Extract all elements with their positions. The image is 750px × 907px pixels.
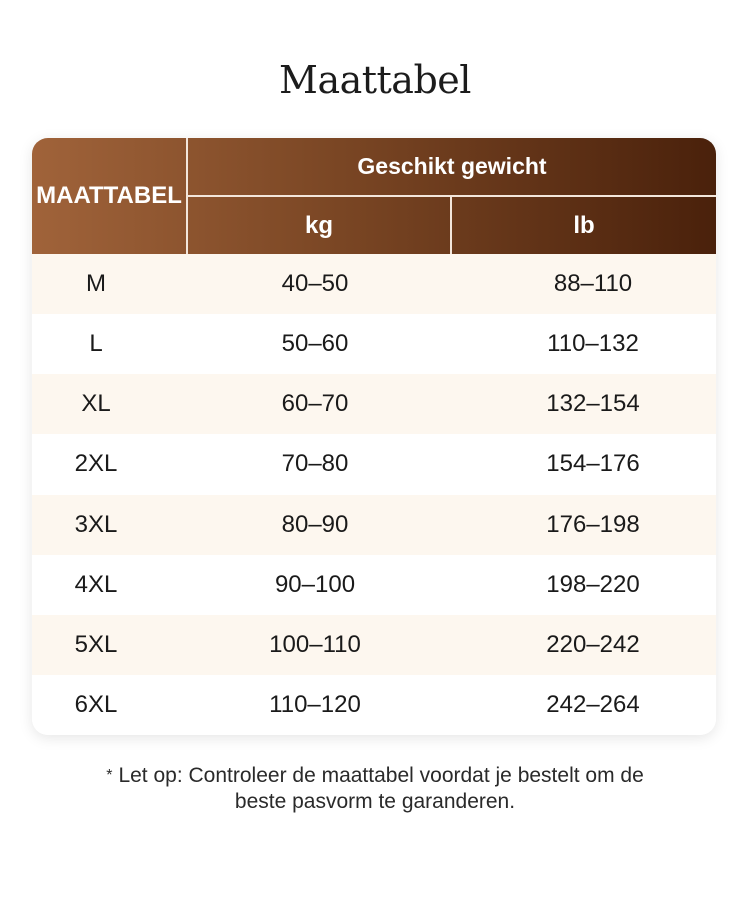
table-header: [32, 138, 716, 254]
weight-group-header: Geschikt gewicht: [357, 153, 547, 179]
asterisk-icon: *: [106, 767, 113, 784]
size-cell: 5XL: [74, 630, 118, 658]
size-cell: M: [86, 270, 106, 298]
kg-cell: 60–70: [281, 390, 349, 418]
size-cell: 6XL: [74, 690, 118, 718]
table-row: [32, 555, 716, 615]
size-cell: 2XL: [74, 450, 118, 478]
lb-cell: 88–110: [553, 270, 633, 298]
kg-cell: 70–80: [281, 450, 349, 478]
size-cell: 3XL: [74, 510, 118, 538]
table-row: [32, 675, 716, 735]
lb-cell: 176–198: [546, 510, 640, 538]
table-row: [32, 314, 716, 374]
kg-cell: 80–90: [281, 510, 349, 538]
kg-column-header: kg: [304, 211, 333, 239]
lb-cell: 154–176: [546, 450, 640, 478]
lb-cell: 198–220: [546, 570, 640, 598]
note-line-2: beste pasvorm te garanderen.: [234, 790, 516, 813]
table-row: [32, 434, 716, 494]
table-row: [32, 615, 716, 675]
size-column-header: MAATTABEL: [36, 182, 182, 209]
size-cell: L: [89, 330, 103, 358]
size-note: [40, 763, 710, 815]
table-row: [32, 495, 716, 555]
page-title: Maattabel: [279, 58, 471, 102]
table-row: [32, 374, 716, 434]
note-line-1: [40, 763, 710, 789]
lb-column-header: lb: [573, 211, 595, 239]
size-cell: 4XL: [74, 570, 118, 598]
size-cell: XL: [81, 390, 111, 418]
kg-cell: 100–110: [269, 630, 361, 658]
size-table: [32, 138, 716, 735]
lb-cell: 242–264: [546, 690, 640, 718]
kg-cell: 50–60: [281, 330, 349, 358]
lb-cell: 132–154: [546, 390, 640, 418]
kg-cell: 90–100: [274, 570, 356, 598]
table-row: [32, 254, 716, 314]
table-body: [32, 254, 716, 735]
kg-cell: 110–120: [269, 690, 361, 718]
lb-cell: 220–242: [546, 630, 640, 658]
lb-cell: 110–132: [547, 330, 639, 358]
note-text-1: Let op: Controleer de maattabel voordat je bestelt om de: [118, 764, 644, 787]
kg-cell: 40–50: [281, 270, 349, 298]
